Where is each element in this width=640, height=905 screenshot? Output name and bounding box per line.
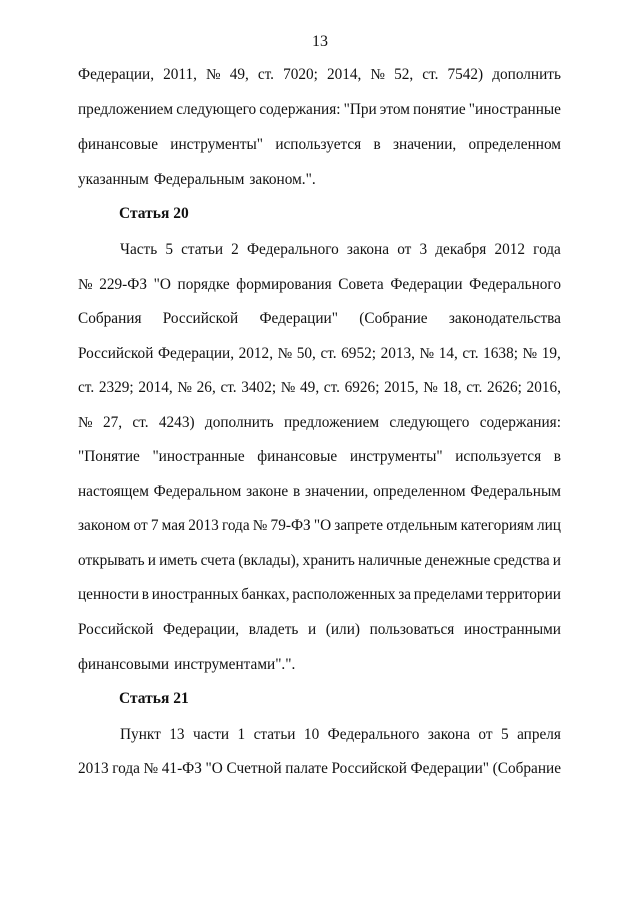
text-line: Пункт 13 части 1 статьи 10 Федерального закона от 5 апреля xyxy=(120,726,561,743)
text-line: ст. 2329; 2014, № 26, ст. 3402; № 49, ст. 6926; 2015, № 18, ст. 2626; 2016, xyxy=(78,379,561,396)
text-line: указанным Федеральным законом.". xyxy=(78,171,316,188)
text-line: ценности в иностранных банках, расположенных за пределами территории xyxy=(78,586,561,603)
article-heading: Статья 21 xyxy=(119,690,189,707)
text-line: № 229-ФЗ "О порядке формирования Совета Федерации Федерального xyxy=(78,276,561,293)
text-line: Собрания Российской Федерации" (Собрание законодательства xyxy=(78,310,561,327)
page-number: 13 xyxy=(312,33,328,50)
text-line: Часть 5 статьи 2 Федерального закона от 3 декабря 2012 года xyxy=(120,241,561,258)
article-heading: Статья 20 xyxy=(119,205,189,222)
text-line: № 27, ст. 4243) дополнить предложением следующего содержания: xyxy=(78,414,561,431)
text-line: открывать и иметь счета (вклады), хранить наличные денежные средства и xyxy=(78,552,561,569)
text-line: финансовыми инструментами".". xyxy=(78,656,296,673)
text-line: 2013 года № 41-ФЗ "О Счетной палате Российской Федерации" (Собрание xyxy=(78,760,561,777)
text-line: законом от 7 мая 2013 года № 79-ФЗ "О запрете отдельным категориям лиц xyxy=(78,517,561,534)
text-line: Российской Федерации, владеть и (или) пользоваться иностранными xyxy=(78,621,561,638)
text-line: финансовые инструменты" используется в значении, определенном xyxy=(78,136,561,153)
text-line: Российской Федерации, 2012, № 50, ст. 6952; 2013, № 14, ст. 1638; № 19, xyxy=(78,345,561,362)
text-line: предложением следующего содержания: "При этом понятие "иностранные xyxy=(78,101,561,118)
text-line: Федерации, 2011, № 49, ст. 7020; 2014, № 52, ст. 7542) дополнить xyxy=(78,66,561,83)
text-line: настоящем Федеральном законе в значении, определенном Федеральным xyxy=(78,483,561,500)
text-line: "Понятие "иностранные финансовые инструменты" используется в xyxy=(78,448,561,465)
